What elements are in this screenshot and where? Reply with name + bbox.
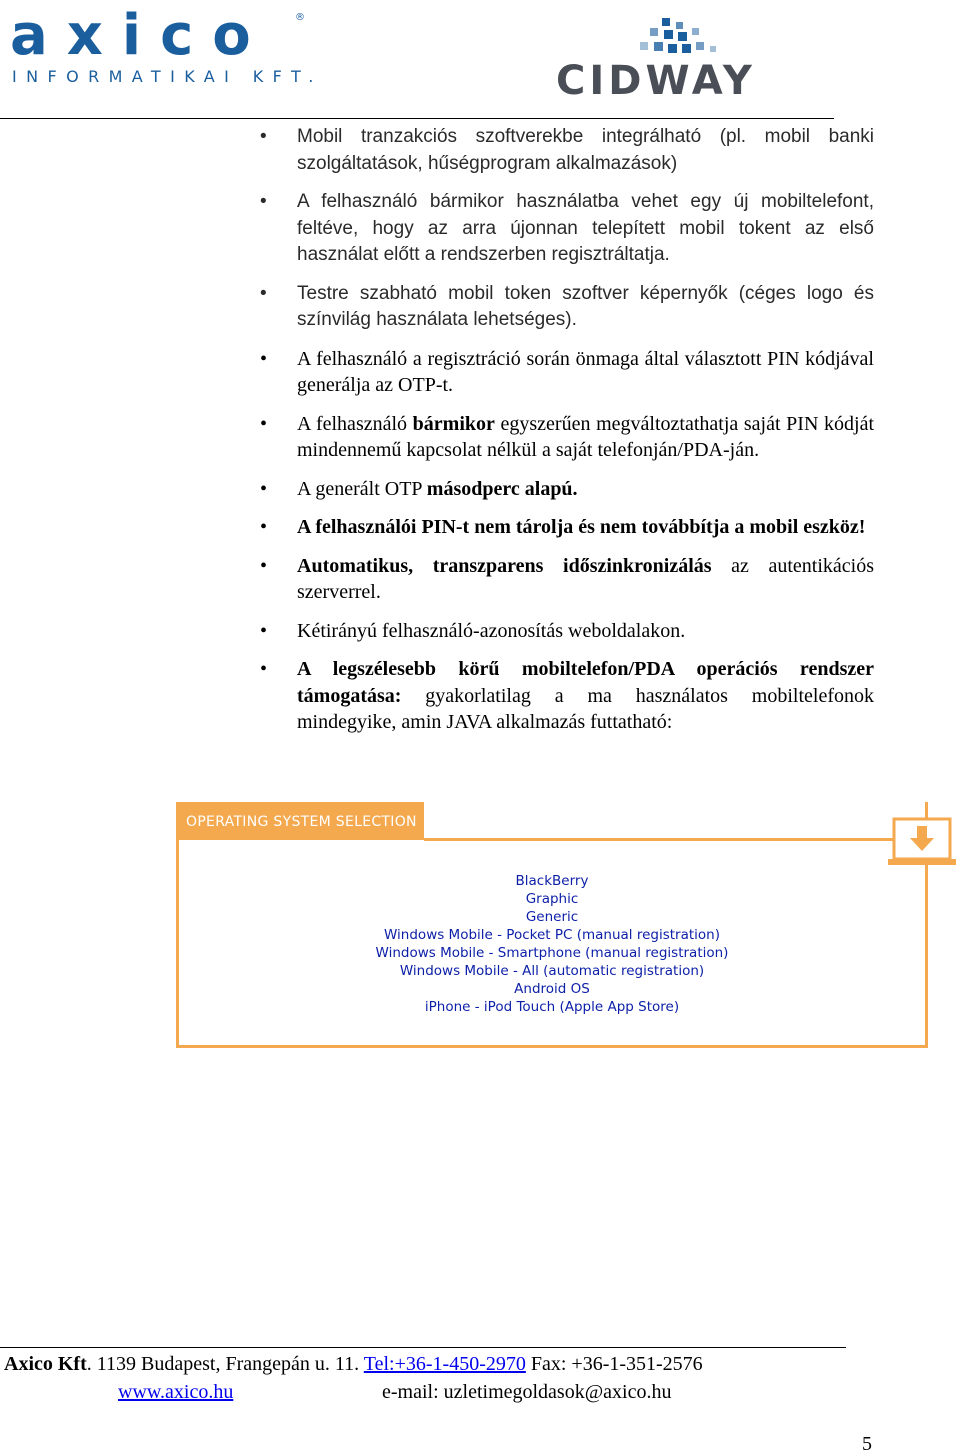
list-item — [260, 124, 874, 177]
bullet-icon: • — [260, 619, 268, 642]
list-item — [260, 553, 874, 606]
list-item-text: egyszerűen megváltoztathatja saját PIN kódját mindennemű kapcsolat nélkül a saját telefonján/PDA-ján. — [297, 412, 875, 461]
download-monitor-icon[interactable] — [888, 816, 958, 870]
list-item-text: A legszélesebb körű mobiltelefon/PDA operációs rendszer támogatása: — [297, 658, 874, 707]
os-selection-title: OPERATING SYSTEM SELECTION — [176, 802, 424, 840]
list-item — [260, 514, 874, 541]
list-item-text: Mobil tranzakciós szoftverekbe integrálható (pl. mobil banki szolgáltatások, hűségprogram alkalmazások) — [297, 126, 874, 174]
list-item-text: A felhasználó — [297, 412, 413, 435]
footer-address: . 1139 Budapest, Frangepán u. 11. — [86, 1353, 364, 1375]
list-item — [260, 618, 874, 645]
list-item-text: A felhasználó a regisztráció során önmaga által választott PIN kódjával generálja az OTP-t. — [297, 347, 874, 396]
list-item-text: A generált OTP — [297, 477, 427, 500]
os-option-link[interactable]: Windows Mobile - Smartphone (manual registration) — [375, 945, 729, 961]
footer-tel-link[interactable]: Tel:+36-1-450-2970 — [363, 1353, 526, 1375]
bullet-icon: • — [260, 282, 267, 304]
list-item-text: A felhasználó bármikor használatba vehet egy új mobiltelefont, feltéve, hogy az arra újonnan telepített mobil tokent az első használat előtt a rendszerben regisztráltatja. — [297, 191, 874, 265]
bullet-icon: • — [260, 554, 268, 577]
bullet-icon: • — [260, 412, 268, 435]
os-option-link[interactable]: Windows Mobile - Pocket PC (manual registration) — [384, 927, 720, 943]
os-options-list — [176, 872, 928, 1016]
axico-logo — [8, 3, 323, 90]
list-item — [260, 476, 874, 503]
os-option-link[interactable]: Android OS — [514, 981, 590, 997]
bullet-icon: • — [260, 516, 268, 538]
footer-website-link[interactable]: www.axico.hu — [118, 1381, 234, 1403]
footer-website-row — [118, 1380, 233, 1404]
os-option-link[interactable]: BlackBerry — [515, 873, 589, 889]
list-item-text: gyakorlatilag a ma használatos mobiltelefonok mindegyike, amin JAVA alkalmazás futtatható: — [297, 684, 874, 733]
list-item-text: másodperc alapú. — [426, 477, 578, 500]
registered-mark: ® — [295, 12, 305, 23]
list-item-text: Kétirányú felhasználó-azonosítás weboldalakon. — [297, 619, 686, 642]
list-item-text: bármikor — [412, 412, 495, 435]
list-item — [260, 346, 874, 399]
cidway-logo-word: CIDWAY — [556, 58, 756, 104]
cidway-logo — [556, 18, 796, 104]
list-item-text: az autentikációs szerverrel. — [297, 554, 874, 603]
bullet-icon: • — [260, 191, 267, 212]
list-item-text: Testre szabható mobil token szoftver képernyők (céges logo és színvilág használata lehetséges). — [297, 282, 874, 330]
list-item — [260, 189, 874, 269]
bullet-icon: • — [260, 477, 268, 500]
os-selection-header-line — [424, 838, 928, 841]
footer-email: e-mail: uzletimegoldasok@axico.hu — [382, 1381, 672, 1403]
footer-contact — [4, 1352, 703, 1376]
os-option-link[interactable]: Windows Mobile - All (automatic registration) — [399, 963, 705, 979]
list-item-text: A felhasználói PIN-t nem tárolja és nem továbbítja a mobil eszköz! — [297, 516, 866, 538]
feature-list — [260, 124, 874, 748]
bullet-icon: • — [260, 126, 267, 147]
axico-logo-word: axico — [10, 3, 270, 68]
bullet-icon: • — [260, 347, 268, 370]
list-item — [260, 656, 874, 736]
page-number: 5 — [862, 1433, 872, 1455]
footer-company: Axico Kft — [4, 1353, 87, 1375]
cidway-squares-icon — [632, 18, 732, 62]
os-option-link[interactable]: iPhone - iPod Touch (Apple App Store) — [424, 999, 680, 1015]
axico-logo-subtitle: INFORMATIKAI KFT. — [12, 67, 323, 86]
list-item-text: Automatikus, transzparens időszinkronizálás — [297, 554, 712, 577]
os-option-link[interactable]: Generic — [525, 909, 579, 925]
footer-rule — [0, 1347, 846, 1348]
bullet-icon: • — [260, 658, 268, 680]
os-option-link[interactable]: Graphic — [525, 891, 579, 907]
footer-fax: Fax: +36-1-351-2576 — [525, 1353, 703, 1375]
list-item — [260, 281, 874, 334]
list-item — [260, 411, 874, 464]
header-rule — [0, 118, 834, 119]
